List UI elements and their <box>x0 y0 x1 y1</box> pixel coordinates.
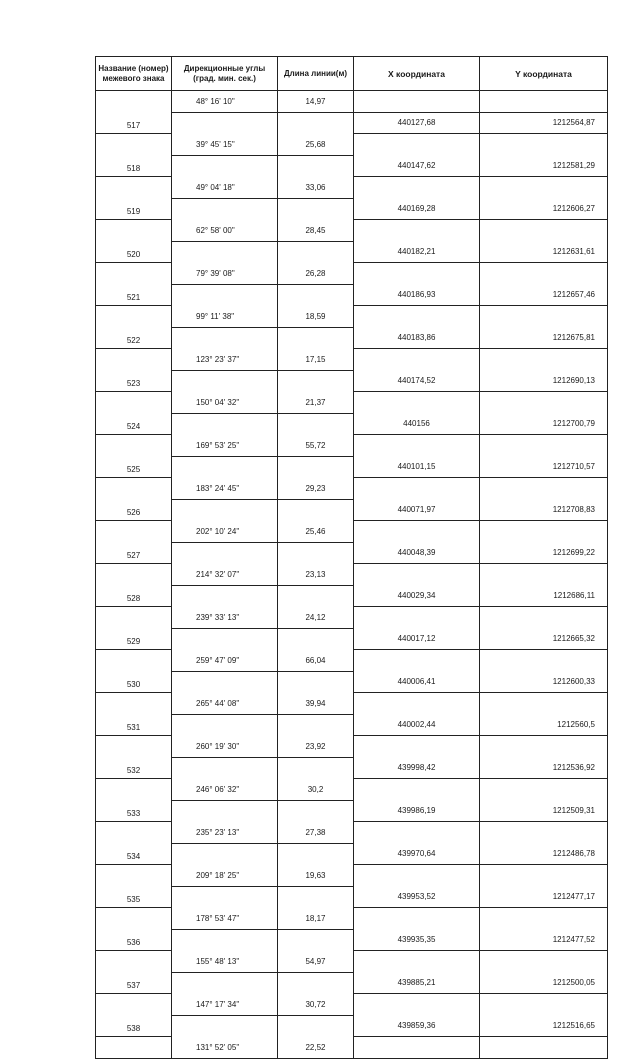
x-cell <box>354 607 480 629</box>
angle-cell: 62° 58' 00" <box>172 220 278 242</box>
angle-cell: 214° 32' 07" <box>172 564 278 586</box>
point-name-cell: 520 <box>96 241 172 263</box>
x-coordinate: 439986,19 <box>354 800 480 822</box>
y-cell <box>480 435 608 457</box>
y-coordinate: 1212699,22 <box>480 542 608 564</box>
angle-cell <box>172 542 278 564</box>
length-cell <box>278 714 354 736</box>
x-coordinate: 440006,41 <box>354 671 480 693</box>
length-cell <box>278 413 354 435</box>
table-row <box>96 929 608 951</box>
point-name-cell: 526 <box>96 499 172 521</box>
y-cell <box>480 478 608 500</box>
table-row <box>96 972 608 994</box>
angle-cell <box>172 843 278 865</box>
header-name: Название (номер) межевого знака <box>96 57 172 91</box>
length-cell: 29,23 <box>278 478 354 500</box>
length-cell: 54,97 <box>278 951 354 973</box>
y-cell <box>480 564 608 586</box>
x-cell <box>354 650 480 672</box>
x-coordinate: 440048,39 <box>354 542 480 564</box>
angle-cell: 259° 47' 09" <box>172 650 278 672</box>
table-row <box>96 241 608 263</box>
header-x: X координата <box>354 57 480 91</box>
x-cell <box>354 392 480 414</box>
segment-row <box>96 564 608 586</box>
length-cell: 28,45 <box>278 220 354 242</box>
point-name-cell: 521 <box>96 284 172 306</box>
point-name-cell: 532 <box>96 757 172 779</box>
y-coordinate: 1212686,11 <box>480 585 608 607</box>
table-row <box>96 327 608 349</box>
x-cell <box>354 177 480 199</box>
x-coordinate: 440156 <box>354 413 480 435</box>
x-cell <box>354 951 480 973</box>
angle-cell: 169° 53' 25" <box>172 435 278 457</box>
length-cell: 30,72 <box>278 994 354 1016</box>
point-name-cell <box>96 779 172 801</box>
x-cell <box>354 134 480 156</box>
x-coordinate: 440127,68 <box>354 112 480 134</box>
point-name-cell <box>96 478 172 500</box>
y-cell <box>480 607 608 629</box>
angle-cell <box>172 628 278 650</box>
angle-cell: 131° 52' 05" <box>172 1037 278 1059</box>
segment-row <box>96 478 608 500</box>
angle-cell <box>172 456 278 478</box>
table-row <box>96 1015 608 1037</box>
y-cell <box>480 220 608 242</box>
y-coordinate: 1212509,31 <box>480 800 608 822</box>
length-cell <box>278 671 354 693</box>
y-coordinate: 1212536,92 <box>480 757 608 779</box>
angle-cell <box>172 284 278 306</box>
length-cell: 30,2 <box>278 779 354 801</box>
angle-cell: 183° 24' 45" <box>172 478 278 500</box>
x-cell <box>354 435 480 457</box>
point-name-cell: 529 <box>96 628 172 650</box>
length-cell <box>278 628 354 650</box>
length-cell <box>278 972 354 994</box>
length-cell: 25,68 <box>278 134 354 156</box>
table-row <box>96 284 608 306</box>
segment-row <box>96 822 608 844</box>
y-cell <box>480 392 608 414</box>
length-cell: 18,59 <box>278 306 354 328</box>
point-name-cell <box>96 564 172 586</box>
length-cell <box>278 456 354 478</box>
length-cell <box>278 499 354 521</box>
point-name-cell <box>96 306 172 328</box>
angle-cell <box>172 1015 278 1037</box>
x-cell <box>354 263 480 285</box>
table-row <box>96 671 608 693</box>
angle-cell <box>172 671 278 693</box>
point-name-cell <box>96 908 172 930</box>
length-cell: 14,97 <box>278 91 354 113</box>
angle-cell <box>172 112 278 134</box>
y-coordinate: 1212700,79 <box>480 413 608 435</box>
table-body <box>96 91 608 1059</box>
point-name-cell <box>96 91 172 113</box>
x-cell <box>354 1037 480 1059</box>
y-cell <box>480 951 608 973</box>
y-cell <box>480 736 608 758</box>
point-name-cell: 517 <box>96 112 172 134</box>
angle-cell <box>172 327 278 349</box>
x-cell <box>354 865 480 887</box>
angle-cell: 155° 48' 13" <box>172 951 278 973</box>
x-coordinate: 440071,97 <box>354 499 480 521</box>
angle-cell <box>172 757 278 779</box>
length-cell: 27,38 <box>278 822 354 844</box>
angle-cell: 235° 23' 13" <box>172 822 278 844</box>
angle-cell: 260° 19' 30" <box>172 736 278 758</box>
table-row <box>96 757 608 779</box>
length-cell <box>278 542 354 564</box>
segment-row <box>96 994 608 1016</box>
segment-row <box>96 951 608 973</box>
coordinates-table <box>95 56 608 1059</box>
y-cell <box>480 865 608 887</box>
angle-cell: 178° 53' 47" <box>172 908 278 930</box>
y-cell <box>480 1037 608 1059</box>
segment-row <box>96 908 608 930</box>
angle-cell: 265° 44' 08" <box>172 693 278 715</box>
x-cell <box>354 349 480 371</box>
point-name-cell: 525 <box>96 456 172 478</box>
length-cell: 55,72 <box>278 435 354 457</box>
y-coordinate: 1212600,33 <box>480 671 608 693</box>
x-coordinate: 439885,21 <box>354 972 480 994</box>
y-cell <box>480 908 608 930</box>
table-row <box>96 370 608 392</box>
y-coordinate: 1212500,05 <box>480 972 608 994</box>
length-cell: 17,15 <box>278 349 354 371</box>
x-coordinate: 440174,52 <box>354 370 480 392</box>
x-coordinate: 440002,44 <box>354 714 480 736</box>
table-row <box>96 112 608 134</box>
point-name-cell <box>96 134 172 156</box>
y-coordinate: 1212708,83 <box>480 499 608 521</box>
y-coordinate: 1212690,13 <box>480 370 608 392</box>
length-cell: 24,12 <box>278 607 354 629</box>
coordinates-sheet <box>95 56 607 1059</box>
length-cell: 18,17 <box>278 908 354 930</box>
length-cell: 33,06 <box>278 177 354 199</box>
x-cell <box>354 91 480 113</box>
segment-row <box>96 220 608 242</box>
point-name-cell <box>96 177 172 199</box>
length-cell <box>278 886 354 908</box>
y-coordinate: 1212477,17 <box>480 886 608 908</box>
angle-cell <box>172 413 278 435</box>
length-cell <box>278 155 354 177</box>
x-cell <box>354 994 480 1016</box>
angle-cell <box>172 929 278 951</box>
table-row <box>96 843 608 865</box>
y-cell <box>480 521 608 543</box>
length-cell: 23,13 <box>278 564 354 586</box>
table-row <box>96 198 608 220</box>
y-coordinate: 1212516,65 <box>480 1015 608 1037</box>
point-name-cell <box>96 822 172 844</box>
length-cell: 21,37 <box>278 392 354 414</box>
angle-cell: 48° 16' 10" <box>172 91 278 113</box>
point-name-cell <box>96 951 172 973</box>
x-cell <box>354 736 480 758</box>
x-cell <box>354 822 480 844</box>
angle-cell: 239° 33' 13" <box>172 607 278 629</box>
table-row <box>96 585 608 607</box>
angle-cell: 147° 17' 34" <box>172 994 278 1016</box>
segment-row <box>96 306 608 328</box>
segment-row <box>96 392 608 414</box>
length-cell <box>278 327 354 349</box>
point-name-cell <box>96 1037 172 1059</box>
point-name-cell: 534 <box>96 843 172 865</box>
table-row <box>96 155 608 177</box>
point-name-cell: 538 <box>96 1015 172 1037</box>
point-name-cell: 536 <box>96 929 172 951</box>
length-cell <box>278 757 354 779</box>
y-cell <box>480 693 608 715</box>
angle-cell: 39° 45' 15" <box>172 134 278 156</box>
y-coordinate: 1212657,46 <box>480 284 608 306</box>
point-name-cell <box>96 263 172 285</box>
table-row <box>96 628 608 650</box>
x-coordinate: 440186,93 <box>354 284 480 306</box>
y-coordinate: 1212606,27 <box>480 198 608 220</box>
angle-cell: 202° 10' 24" <box>172 521 278 543</box>
segment-row <box>96 607 608 629</box>
y-cell <box>480 91 608 113</box>
y-coordinate: 1212631,61 <box>480 241 608 263</box>
point-name-cell: 527 <box>96 542 172 564</box>
x-cell <box>354 908 480 930</box>
length-cell: 19,63 <box>278 865 354 887</box>
angle-cell <box>172 155 278 177</box>
y-coordinate: 1212675,81 <box>480 327 608 349</box>
length-cell <box>278 585 354 607</box>
angle-cell <box>172 370 278 392</box>
table-row <box>96 456 608 478</box>
x-cell <box>354 521 480 543</box>
point-name-cell <box>96 607 172 629</box>
x-cell <box>354 478 480 500</box>
table-row <box>96 542 608 564</box>
x-cell <box>354 220 480 242</box>
point-name-cell: 530 <box>96 671 172 693</box>
angle-cell: 123° 23' 37" <box>172 349 278 371</box>
y-cell <box>480 134 608 156</box>
header-y: Y координата <box>480 57 608 91</box>
length-cell: 25,46 <box>278 521 354 543</box>
y-coordinate: 1212564,87 <box>480 112 608 134</box>
y-coordinate: 1212486,78 <box>480 843 608 865</box>
x-cell <box>354 779 480 801</box>
length-cell <box>278 284 354 306</box>
length-cell <box>278 843 354 865</box>
length-cell <box>278 112 354 134</box>
y-cell <box>480 177 608 199</box>
x-coordinate: 439859,36 <box>354 1015 480 1037</box>
point-name-cell: 519 <box>96 198 172 220</box>
segment-row <box>96 177 608 199</box>
point-name-cell: 537 <box>96 972 172 994</box>
y-cell <box>480 263 608 285</box>
x-coordinate: 440182,21 <box>354 241 480 263</box>
header-length: Длина линии(м) <box>278 57 354 91</box>
point-name-cell: 535 <box>96 886 172 908</box>
x-coordinate: 439998,42 <box>354 757 480 779</box>
y-coordinate: 1212477,52 <box>480 929 608 951</box>
point-name-cell <box>96 693 172 715</box>
length-cell: 22,52 <box>278 1037 354 1059</box>
y-cell <box>480 349 608 371</box>
table-row <box>96 499 608 521</box>
point-name-cell: 518 <box>96 155 172 177</box>
x-coordinate: 440183,86 <box>354 327 480 349</box>
point-name-cell: 533 <box>96 800 172 822</box>
angle-cell <box>172 499 278 521</box>
x-coordinate: 440029,34 <box>354 585 480 607</box>
table-row <box>96 714 608 736</box>
x-coordinate: 439970,64 <box>354 843 480 865</box>
point-name-cell <box>96 521 172 543</box>
angle-cell <box>172 972 278 994</box>
y-coordinate: 1212560,5 <box>480 714 608 736</box>
x-coordinate: 440147,62 <box>354 155 480 177</box>
angle-cell: 246° 06' 32" <box>172 779 278 801</box>
angle-cell: 150° 04' 32" <box>172 392 278 414</box>
segment-row <box>96 91 608 113</box>
x-coordinate: 439953,52 <box>354 886 480 908</box>
segment-row <box>96 693 608 715</box>
angle-cell <box>172 886 278 908</box>
segment-row <box>96 134 608 156</box>
length-cell: 23,92 <box>278 736 354 758</box>
segment-row <box>96 736 608 758</box>
table-row <box>96 886 608 908</box>
y-cell <box>480 650 608 672</box>
angle-cell: 209° 18' 25" <box>172 865 278 887</box>
point-name-cell: 528 <box>96 585 172 607</box>
length-cell: 66,04 <box>278 650 354 672</box>
segment-row <box>96 435 608 457</box>
point-name-cell: 522 <box>96 327 172 349</box>
point-name-cell <box>96 435 172 457</box>
x-coordinate: 439935,35 <box>354 929 480 951</box>
length-cell <box>278 1015 354 1037</box>
y-cell <box>480 994 608 1016</box>
y-coordinate: 1212665,32 <box>480 628 608 650</box>
length-cell: 39,94 <box>278 693 354 715</box>
x-cell <box>354 306 480 328</box>
angle-cell: 79° 39' 08" <box>172 263 278 285</box>
length-cell <box>278 800 354 822</box>
length-cell <box>278 929 354 951</box>
y-cell <box>480 306 608 328</box>
point-name-cell <box>96 736 172 758</box>
point-name-cell <box>96 220 172 242</box>
x-cell <box>354 564 480 586</box>
angle-cell <box>172 800 278 822</box>
point-name-cell <box>96 650 172 672</box>
point-name-cell: 524 <box>96 413 172 435</box>
segment-row <box>96 650 608 672</box>
angle-cell <box>172 585 278 607</box>
point-name-cell: 523 <box>96 370 172 392</box>
x-coordinate: 440101,15 <box>354 456 480 478</box>
point-name-cell <box>96 994 172 1016</box>
segment-row <box>96 349 608 371</box>
y-cell <box>480 822 608 844</box>
angle-cell <box>172 714 278 736</box>
x-coordinate: 440017,12 <box>354 628 480 650</box>
angle-cell <box>172 241 278 263</box>
length-cell <box>278 198 354 220</box>
header-angles: Дирекционные углы (град. мин. сек.) <box>172 57 278 91</box>
point-name-cell <box>96 349 172 371</box>
length-cell: 26,28 <box>278 263 354 285</box>
table-row <box>96 800 608 822</box>
length-cell <box>278 370 354 392</box>
segment-row <box>96 1037 608 1059</box>
point-name-cell: 531 <box>96 714 172 736</box>
segment-row <box>96 263 608 285</box>
y-coordinate: 1212710,57 <box>480 456 608 478</box>
segment-row <box>96 779 608 801</box>
angle-cell: 99° 11' 38" <box>172 306 278 328</box>
x-cell <box>354 693 480 715</box>
length-cell <box>278 241 354 263</box>
header-row <box>96 57 608 91</box>
segment-row <box>96 521 608 543</box>
point-name-cell <box>96 392 172 414</box>
angle-cell <box>172 198 278 220</box>
y-cell <box>480 779 608 801</box>
point-name-cell <box>96 865 172 887</box>
x-coordinate: 440169,28 <box>354 198 480 220</box>
angle-cell: 49° 04' 18" <box>172 177 278 199</box>
segment-row <box>96 865 608 887</box>
y-coordinate: 1212581,29 <box>480 155 608 177</box>
table-row <box>96 413 608 435</box>
